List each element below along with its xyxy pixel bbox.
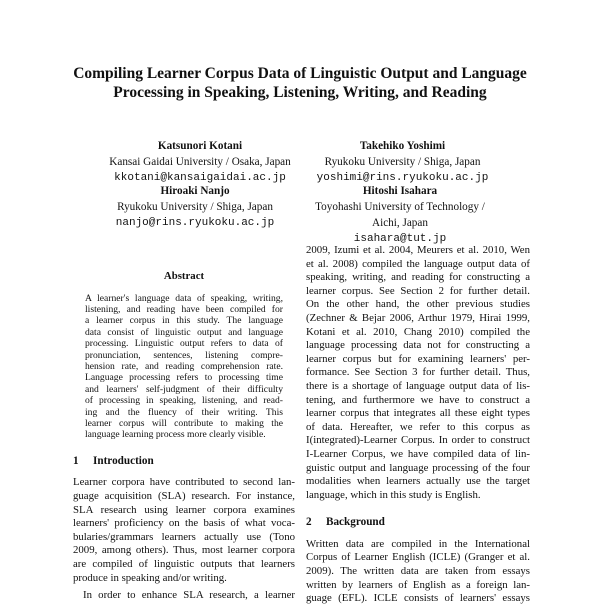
section-number: 1 [73, 454, 79, 467]
author-name: Katsunori Kotani [157, 140, 243, 152]
body-line: bularies/grammars learners actually use (Tono [73, 530, 295, 543]
body-line: et al. 2008) compiled the language output data of [306, 257, 530, 270]
section-title: Introduction [93, 454, 154, 467]
author-name: Hitoshi Isahara [362, 185, 438, 197]
body-line: Written data are compiled in the International [306, 537, 530, 550]
author-affiliation: Toyohashi University of Technology / [315, 201, 485, 213]
body-line: Corpus of Learner English (ICLE) (Granger et al. [306, 551, 530, 564]
body-line: produce in speaking and/or writing. [73, 571, 227, 584]
body-line: I-Learner Corpus, we have compiled data of lin- [306, 447, 530, 460]
title-line-2: Processing in Speaking, Listening, Writing, and Reading [113, 84, 487, 101]
abstract-heading: Abstract [163, 270, 205, 282]
body-line: of data. Hereafter, we refer to this corpus as [306, 420, 530, 433]
author-email: nanjo@rins.ryukoku.ac.jp [115, 217, 275, 229]
section-number: 2 [306, 516, 312, 529]
author-name: Hiroaki Nanjo [160, 185, 230, 197]
abstract-line: ing and the fluency of their writing. This [85, 406, 283, 418]
body-line: learner corpus that integrates all these eight types [306, 407, 530, 420]
abstract-line: processing. Linguistic output refers to data of [85, 338, 283, 350]
abstract-line: hension rate, and reading comprehension rate. [85, 361, 283, 373]
body-line: (Zechner & Bejar 2006, Arthur 1979, Hirai 1999, [306, 311, 530, 324]
body-line: language processing data not for constructing a [306, 339, 530, 352]
introduction-body [73, 476, 295, 602]
abstract-line: listening, and reading have been compiled for [85, 304, 283, 315]
right-column [306, 244, 530, 606]
body-line: On the other hand, the other previous studies [306, 298, 530, 311]
author-email: kkotani@kansaigaidai.ac.jp [114, 172, 286, 184]
author-affiliation: Ryukoku University / Shiga, Japan [324, 156, 481, 168]
title-line-1: Compiling Learner Corpus Data of Linguistic Output and Language [73, 65, 527, 82]
body-line: speaking, writing, and reading for constructing a [306, 271, 530, 284]
abstract-line: a learner corpus in this study. The language [85, 315, 283, 327]
body-line: guage acquisition (SLA) research. For instance, [73, 490, 295, 503]
body-line: 2009). The written data are taken from essays [306, 565, 530, 578]
author-affiliation: Aichi, Japan [372, 217, 428, 229]
author-email: yoshimi@rins.ryukoku.ac.jp [316, 172, 489, 184]
abstract-line: data consist of linguistic output and language [85, 326, 283, 338]
body-line: guage (EFL). ICLE consists of learners' essays [306, 592, 530, 605]
left-column [73, 270, 295, 603]
abstract-body [85, 293, 283, 441]
author-block [295, 138, 510, 186]
section-heading-background [306, 516, 530, 530]
author-block [80, 138, 320, 186]
section-title: Background [326, 516, 385, 529]
author-block [90, 183, 300, 231]
author-email: isahara@tut.jp [353, 233, 447, 245]
body-line: 2009, among others). Thus, most learner corpora [73, 544, 295, 557]
author-affiliation: Kansai Gaidai University / Osaka, Japan [109, 156, 291, 168]
section-heading-introduction [73, 455, 295, 469]
abstract-line: language learning process more clearly visible. [85, 429, 266, 441]
body-line: 2009, Izumi et al. 2004, Meurers et al. 2010, Wen [306, 244, 530, 256]
body-line: learner corpus but for examining learners' per- [306, 352, 530, 365]
background-body [306, 538, 530, 606]
abstract-line: pronunciation, sentences, listening compre- [85, 349, 283, 361]
body-line: are compiled of linguistic outputs that learners [73, 558, 295, 571]
body-line: tening, and furthermore we have to construct a [306, 393, 530, 406]
body-line: learners' proficiency on the basis of what voca- [73, 517, 295, 530]
body-line: there is a shortage of language output data of lis- [306, 379, 530, 392]
body-line: formance. See Section 3 for further detail. Thus, [306, 366, 530, 379]
abstract-line: of processing in speaking, listening, and read- [85, 395, 283, 407]
author-affiliation: Ryukoku University / Shiga, Japan [117, 201, 273, 213]
body-line: Learner corpora have contributed to second lan- [73, 476, 295, 489]
abstract-line: learner corpus will contribute to making the [85, 418, 283, 430]
author-name: Takehiko Yoshimi [359, 140, 446, 152]
abstract-line: and learners' self-judgment of their difficulty [85, 383, 283, 395]
body-line: language, which in this study is English. [306, 488, 481, 501]
abstract-line: A learner's language data of speaking, writing, [85, 292, 283, 304]
body-line: learner corpus. See Section 2 for further detail. [306, 284, 530, 297]
body-line: SLA research using learner corpora examines [73, 503, 295, 516]
body-line: Kotani et al. 2010, Chang 2010) compiled the [306, 325, 530, 338]
body-line: guistic output and language processing of the four [306, 461, 530, 474]
body-line: written by learners of English as a foreign lan- [306, 578, 530, 591]
body-line: modalities when learners actually use the target [306, 475, 530, 488]
abstract-line: Language processing refers to processing time [85, 372, 283, 384]
body-line: In order to enhance SLA research, a learner [83, 589, 295, 602]
author-block [300, 183, 500, 247]
paper-title [40, 64, 560, 102]
body-line: I(integrated)-Learner Corpus. In order to construct [306, 434, 530, 447]
